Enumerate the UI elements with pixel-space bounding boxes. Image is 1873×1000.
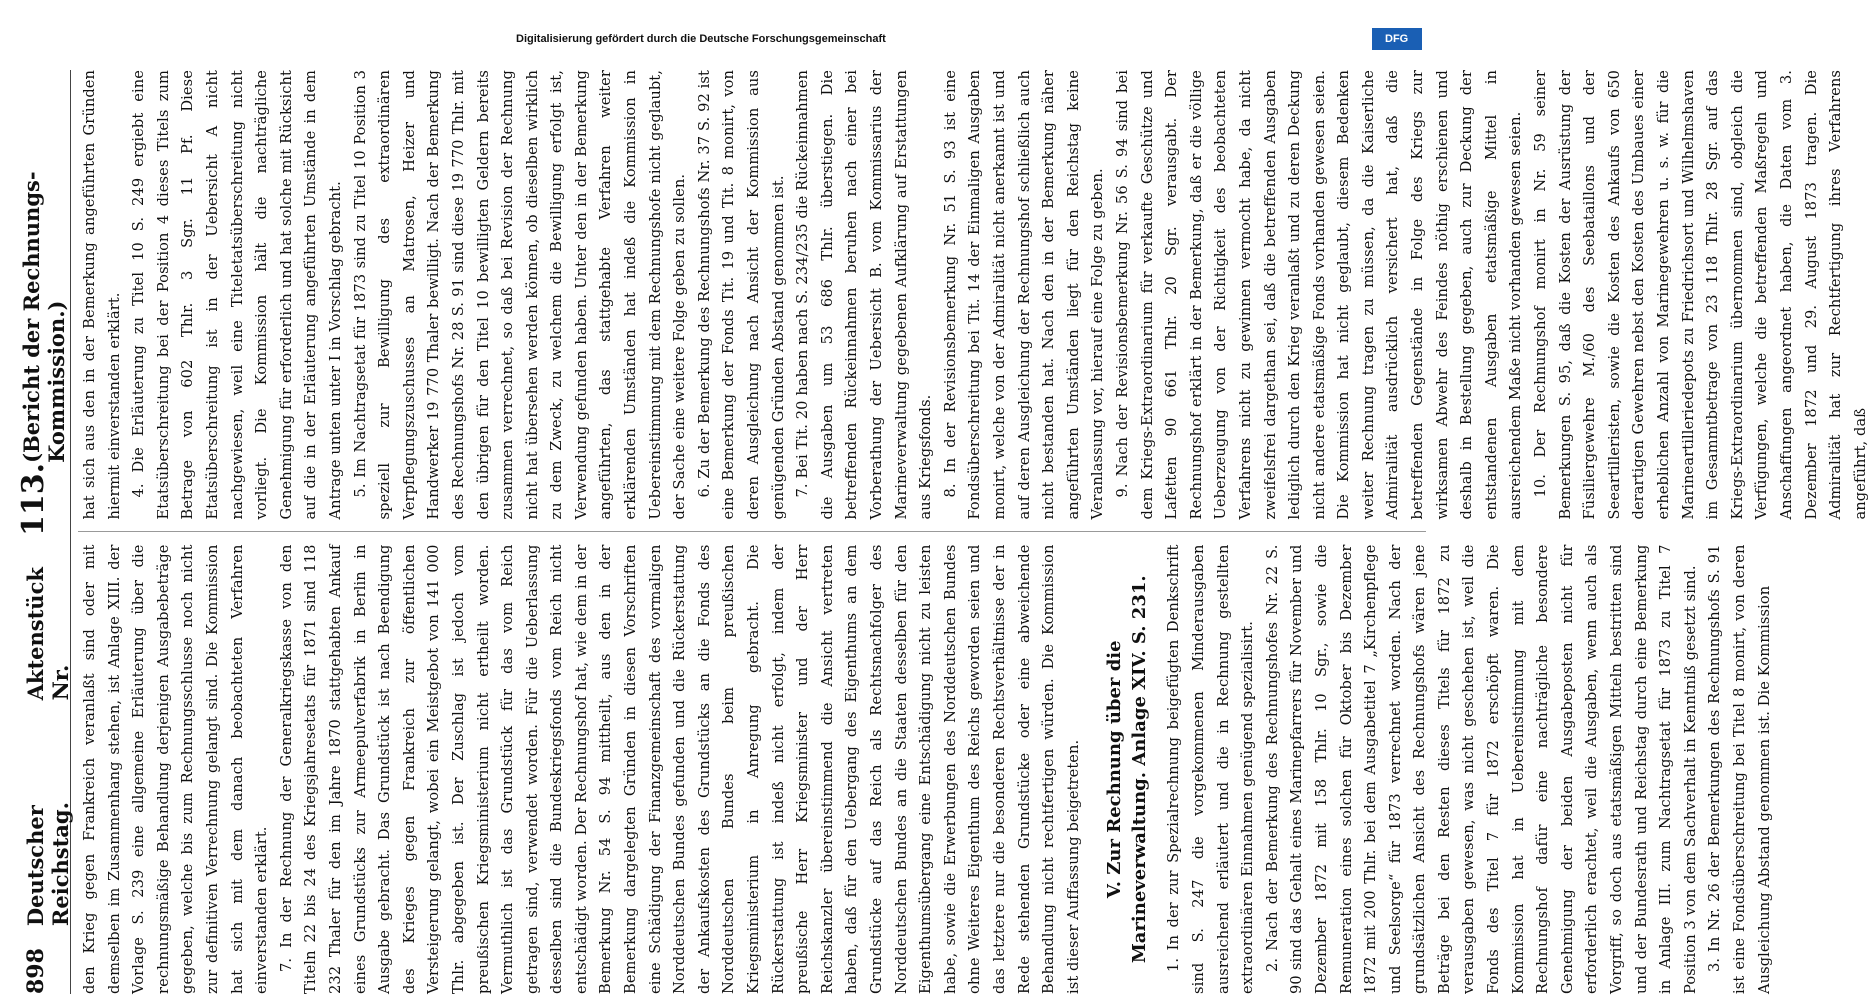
paragraph: den Krieg gegen Frankreich veranlaßt sind oder mit demselben im Zusammenhang stehen, ist Anlage XIII. der Vorlage S. 239 eine allgemeine Erläuterung über die rechnungsmäßige Behandlung derjenigen Ausgabebeträge gegeben, welche bis zum Rechnungsschlusse noch nicht zur definitiven Verrechnung gelangt sind. Die Kommission hat sich mit dem danach beobachteten Verfahren einverstanden erklärt. bbox=[81, 544, 271, 994]
paragraph: 7. Bei Tit. 20 haben nach S. 234/235 die Rückeinnahmen die Ausgaben um 53 686 Thlr. überstiegen. Die betreffenden Rückeinnahmen beruhen nach einer bei Vorberathung der Uebersicht B. vom Kommissarius der Marineverwaltung gegebenen Aufklärung auf Erstattungen aus Kriegsfonds. bbox=[794, 70, 935, 520]
text-columns bbox=[78, 70, 1869, 994]
section-heading: V. Zur Rechnung über die Marineverwaltung. Anlage XIV. S. 231. bbox=[1104, 575, 1151, 964]
paragraph: 2. Nach der Bemerkung des Rechnungshofes Nr. 22 S. 90 sind das Gehalt eines Marinepfarrers für November und Dezember 1872 mit 158 Thlr. 10 Sgr., sowie die Remuneration eines solchen für Oktober bis Dezember 1872 mit 200 Thlr. bei dem Ausgabetitel 7 „Kirchenpflege und Seelsorge“ für 1873 verrechnet worden. Nach der grundsätzlichen Ansicht des Rechnungshofs wären jene Beträge bei den Resten dieses Titels für 1872 zu verausgaben gewesen, was nicht geschehen ist, weil die Fonds des Titel 7 für 1872 erschöpft waren. Die Kommission hat in Uebereinstimmung mit dem Rechnungshof dafür eine nachträgliche besondere Genehmigung der beiden Ausgabeposten nicht für erforderlich erachtet, weil die Ausgaben, wenn auch als Vorgriff, so doch aus etatsmäßigen Mitteln bestritten sind und der Bundesrath und Reichstag durch eine Bemerkung in Anlage III. zum Nachtragsetat für 1873 zu Titel 7 Position 3 von dem Sachverhalt in Kenntniß gesetzt sind. bbox=[1263, 544, 1699, 994]
text-column-right bbox=[78, 70, 1869, 533]
paragraph: hat sich aus den in der Bemerkung angeführten Gründen hiermit einverstanden erklärt. bbox=[81, 70, 123, 520]
doc-number: 113. bbox=[15, 462, 51, 536]
paragraph: 10. Der Rechnungshof monirt in Nr. 59 seiner Bemerkungen S. 95, daß die Kosten der Ausrüstung der Füsiliergewehre M./60 des Seebataillons und der Seeartilleristen, sowie die Kosten des Ankaufs von 650 derartigen Gewehren nebst den Kosten des Umbaues einer erheblichen Anzahl von Marinegewehren u. s. w. für die Marineartilleriedepots zu Friedrichsort und Wilhelmshaven im Gesammtbetrage von 23 118 Thlr. 28 Sgr. auf das Kriegs-Extraordinarium übernommen sind, obgleich die Verfügungen, welche die betreffenden Maßregeln und Anschaffungen angeordnet haben, die Daten vom 3. Dezember 1872 und 29. August 1873 tragen. Die Admiralität hat zur Rechtfertigung ihres Verfahrens angeführt, daß bbox=[1532, 70, 1869, 520]
doc-label: Aktenstück Nr. bbox=[22, 567, 73, 701]
paragraph: 3. In Nr. 26 der Bemerkungen des Rechnungshofs S. 91 ist eine Fondsüberschreitung bei Titel 8 monirt, von deren Ausgleichung Abstand genommen ist. Die Kommission bbox=[1706, 544, 1773, 994]
dfg-logo-label: DFG bbox=[1385, 33, 1409, 45]
paragraph: 7. In der Rechnung der Generalkriegskasse von den Titeln 22 bis 24 des Kriegsjahresetats für 1871 sind 118 232 Thaler für den im Jahre 1870 stattgehabten Ankauf eines Grundstücks zur Armeepulverfabrik in Berlin in Ausgabe gebracht. Das Grundstück ist nach Beendigung des Krieges gegen Frankreich zur öffentlichen Versteigerung gelangt, wobei ein Meistgebot von 141 000 Thlr. abgegeben ist. Der Zuschlag ist jedoch vom preußischen Kriegsministerium nicht ertheilt worden. Vermuthlich ist das Grundstück für das vom Reich getragen sind, verwendet worden. Für die Ueberlassung desselben sind die Bundeskriegsfonds vom Reich nicht entschädigt worden. Der Rechnungshof hat, wie dem in der Bemerkung Nr. 54 S. 94 mittheilt, aus den in der Bemerkung dargelegten Gründen in diesen Vorschriften eine Schädigung der Finanzgemeinschaft des vormaligen Norddeutschen Bundes gefunden und die Rückerstattung der Ankaufskosten des Grundstücks an die Fonds des Norddeutschen Bundes beim preußischen Kriegsministerium in Anregung gebracht. Die Rückerstattung ist indeß nicht erfolgt, indem der preußische Herr Kriegsminister und der Herr Reichskanzler übereinstimmend die Ansicht vertreten haben, daß für den Uebergang des Eigenthums an dem Grundstücke auf das Reich als Rechtsnachfolger des Norddeutschen Bundes an die Staaten desselben für den Eigenthumsübergang eine Entschädigung nicht zu leisten habe, sowie die Erwerbungen des Norddeutschen Bundes ohne Weiteres Eigenthum des Reichs geworden seien und das letztere nur die besonderen Rechtsverhältnisse der in Rede stehenden Grundstücke oder eine abweichende Behandlung nicht rechtfertigen würden. Die Kommission ist dieser Auffassung beigetreten. bbox=[277, 544, 1082, 994]
running-head bbox=[15, 70, 73, 994]
credit-text: Digitalisierung gefördert durch die Deutsche Forschungsgemeinschaft bbox=[516, 33, 886, 45]
paragraph: 6. Zu der Bemerkung des Rechnungshofs Nr. 37 S. 92 ist eine Bemerkung der Fonds Tit. 19 und Tit. 8 monirt, von deren Ausgleichung nach Ansicht der Kommission aus genügenden Gründen Abstand genommen ist. bbox=[695, 70, 787, 520]
journal-title: Deutscher Reichstag. bbox=[22, 802, 73, 927]
digitization-credit bbox=[10, 28, 1392, 50]
paragraph: 1. In der zur Spezialrechnung beigefügten Denkschrift sind S. 247 die vorgekommenen Minderausgaben ausreichend erläutert und die in Rechnung gestellten extraordinären Einnahmen genügend spezialisirt. bbox=[1165, 544, 1257, 994]
dfg-logo bbox=[1372, 28, 1422, 50]
text-column-left bbox=[78, 544, 1773, 995]
paragraph: 9. Nach der Revisionsbemerkung Nr. 56 S. 94 sind bei dem Kriegs-Extraordinarium für verkaufte Geschütze und Lafetten 90 661 Thlr. 20 Sgr. verausgabt. Der Rechnungshof erklärt in der Bemerkung, daß er die völlige Ueberzeugung von der Richtigkeit des beobachteten Verfahrens nicht zu gewinnen vermocht habe, da nicht zweifelsfrei dargethan sei, daß die betreffenden Ausgaben lediglich durch den Krieg veranlaßt und zu deren Deckung nicht andere etatsmäßige Fonds vorhanden gewesen seien. Die Kommission hat nicht geglaubt, diesem Bedenken weiter Rechnung tragen zu müssen, da die Kaiserliche Admiralität ausdrücklich versichert hat, daß die betreffenden Gegenstände in Folge des Kriegs zur wirksamen Abwehr des Feindes nöthig erschienen und deshalb in Bestellung gegeben, auch zur Deckung der entstandenen Ausgaben etatsmäßige Mittel in ausreichendem Maße nicht vorhanden gewesen seien. bbox=[1113, 70, 1525, 520]
paragraph: 5. Im Nachtragsetat für 1873 sind zu Titel 10 Position 3 speziell zur Bewilligung des extraordinären Verpflegungszuschusses an Matrosen, Heizer und Handwerker 19 770 Thaler bewilligt. Nach der Bemerkung des Rechnungshofs Nr. 28 S. 91 sind diese 19 770 Thlr. mit den übrigen für den Titel 10 bewilligten Geldern bereits zusammen verrechnet, so daß bei Revision der Rechnung nicht hat übersehen werden können, ob dieselben wirklich zu dem Zweck, zu welchem die Bewilligung erfolgt ist, Verwendung gefunden haben. Unter den in der Bemerkung angeführten, das stattgehabte Verfahren weiter erklärenden Umständen hat indeß die Kommission in Uebereinstimmung mit dem Rechnungshofe nicht geglaubt, der Sache eine weitere Folge geben zu sollen. bbox=[351, 70, 689, 520]
section-title: (Bericht der Rechnungs-Kommission.) bbox=[19, 171, 69, 463]
paragraph: 4. Die Erläuterung zu Titel 10 S. 249 ergiebt eine Etatsüberschreitung bei der Position 4 dieses Titels zum Betrage von 602 Thlr. 3 Sgr. 11 Pf. Diese Etatsüberschreitung ist in der Uebersicht A nicht nachgewiesen, weil eine Titeletatsüberschreitung nicht vorliegt. Die Kommission hält die nachträgliche Genehmigung für erforderlich und hat solche mit Rücksicht auf die in der Erläuterung angeführten Umstände in dem Antrage unten unter I in Vorschlag gebracht. bbox=[130, 70, 344, 520]
paragraph: 8. In der Revisionsbemerkung Nr. 51 S. 93 ist eine Fondsüberschreitung bei Tit. 14 der Einmaligen Ausgaben monirt, welche von der Admiralität nicht anerkannt ist und auf deren Ausgleichung der Rechnungshof schließlich auch nicht bestanden hat. Nach den in der Bemerkung näher angeführten Umständen liegt für den Reichstag keine Veranlassung vor, hierauf eine Folge zu geben. bbox=[941, 70, 1107, 520]
page-number: 898 bbox=[22, 948, 49, 994]
